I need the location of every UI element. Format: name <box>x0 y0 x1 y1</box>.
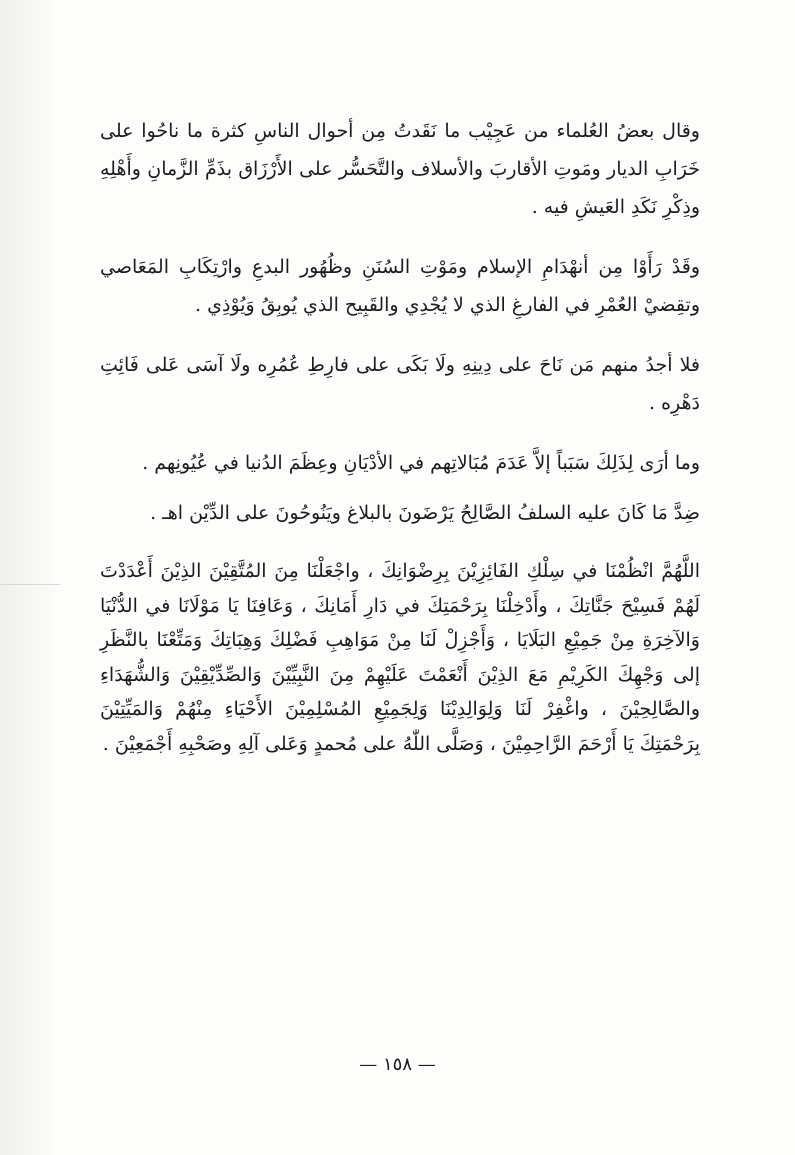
body-text <box>100 112 700 783</box>
paragraph-salaf: ضِدَّ مَا كَانَ عليه السلفُ الصَّالِحُ يَرْضَونَ بالبلاغ ويَنُوحُونَ على الدِّيْن اهـ . <box>150 502 700 524</box>
scan-shadow-edge <box>0 0 60 1155</box>
paragraph-supplication: اللَّهُمَّ انْظُمْنَا في سِلْكِ الفَائِزِيْنَ بِرِضْوَانِكَ ، واجْعَلْنَا مِنَ المُتَّقِيْنَ الذِيْنَ أَعْدَدْتَ لَهُمْ فَسِيْحَ جَنَّاتِكَ ، وأَدْخِلْنَا بِرَحْمَتِكَ في دَارِ أَمَانِكَ ، وَعَافِنَا يَا مَوْلَانَا في الدُّنْيَا وَالآخِرَةِ مِنْ جَمِيْعِ البَلَايَا ، وَأَجْزِلْ لَنَا مِنْ مَوَاهِبِ فَضْلِكَ وَهِبَاتِكَ وَمَتِّعْنَا بالنَّظَرِ إلى وَجْهِكَ الكَرِيْمِ مَعَ الذِيْنَ أَنْعَمْتَ عَلَيْهِمْ مِنَ النَّبِيِّيْنَ وَالصِّدِّيْقِيْنَ وَالشُّهَدَاءِ والصَّالِحِيْنَ ، واغْفِرْ لَنَا وَلِوَالِدِيْنَا وَلِجَمِيْعِ المُسْلِمِيْنَ الأَحْيَاءِ مِنْهُمْ وَالمَيِّتِيْنَ بِرَحْمَتِكَ يَا أَرْحَمَ الرَّاحِمِيْنَ ، وَصَلَّى اللّٰهُ على مُحمدٍ وَعَلى آلِهِ وصَحْبِهِ أَجْمَعِيْنَ . <box>100 560 700 755</box>
paragraph-reason: وما أرَى لِذَلِكَ سَبَباً إلاَّ عَدَمَ مُبَالاتِهم في الأدْيَانِ وعِظَمَ الدُنيا في عُيُونِهم . <box>142 452 700 474</box>
paragraph-scholar-quote: وقال بعضُ العُلماء من عَجِيْب ما نَقَدتُ مِن أحوال الناسِ كثرة ما ناحُوا على خَرَابِ الديار ومَوتِ الأقاربَ والأسلاف والتَّحَسُّر على الأَرْزَاق بذَمِّ الزَّمانِ وأَهْلِهِ وذِكْرِ نَكَدِ العَيشِ فيه . <box>100 120 700 218</box>
page-number: — ١٥٨ — <box>359 1054 436 1075</box>
paragraph-no-lament: فلا أجدُ منهم مَن نَاحَ على دِينِهِ ولَا بَكَى على فارِطِ عُمُرِه ولَا آسَى عَلى فَائِتِ دَهْرِه . <box>100 354 700 414</box>
margin-rule <box>0 584 60 585</box>
paragraph-decline-of-islam: وقَدْ رَأَوْا مِن أنهْدَامِ الإسلام ومَوْتِ السُنَنِ وظُهُور البدعِ وارْتِكَابِ المَعَاصي وتقِضيْ العُمْرِ في الفارغِ الذي لا يُجْدِي والقَبِيح الذي يُوبِقُ وَيُوْذِي . <box>100 256 700 316</box>
